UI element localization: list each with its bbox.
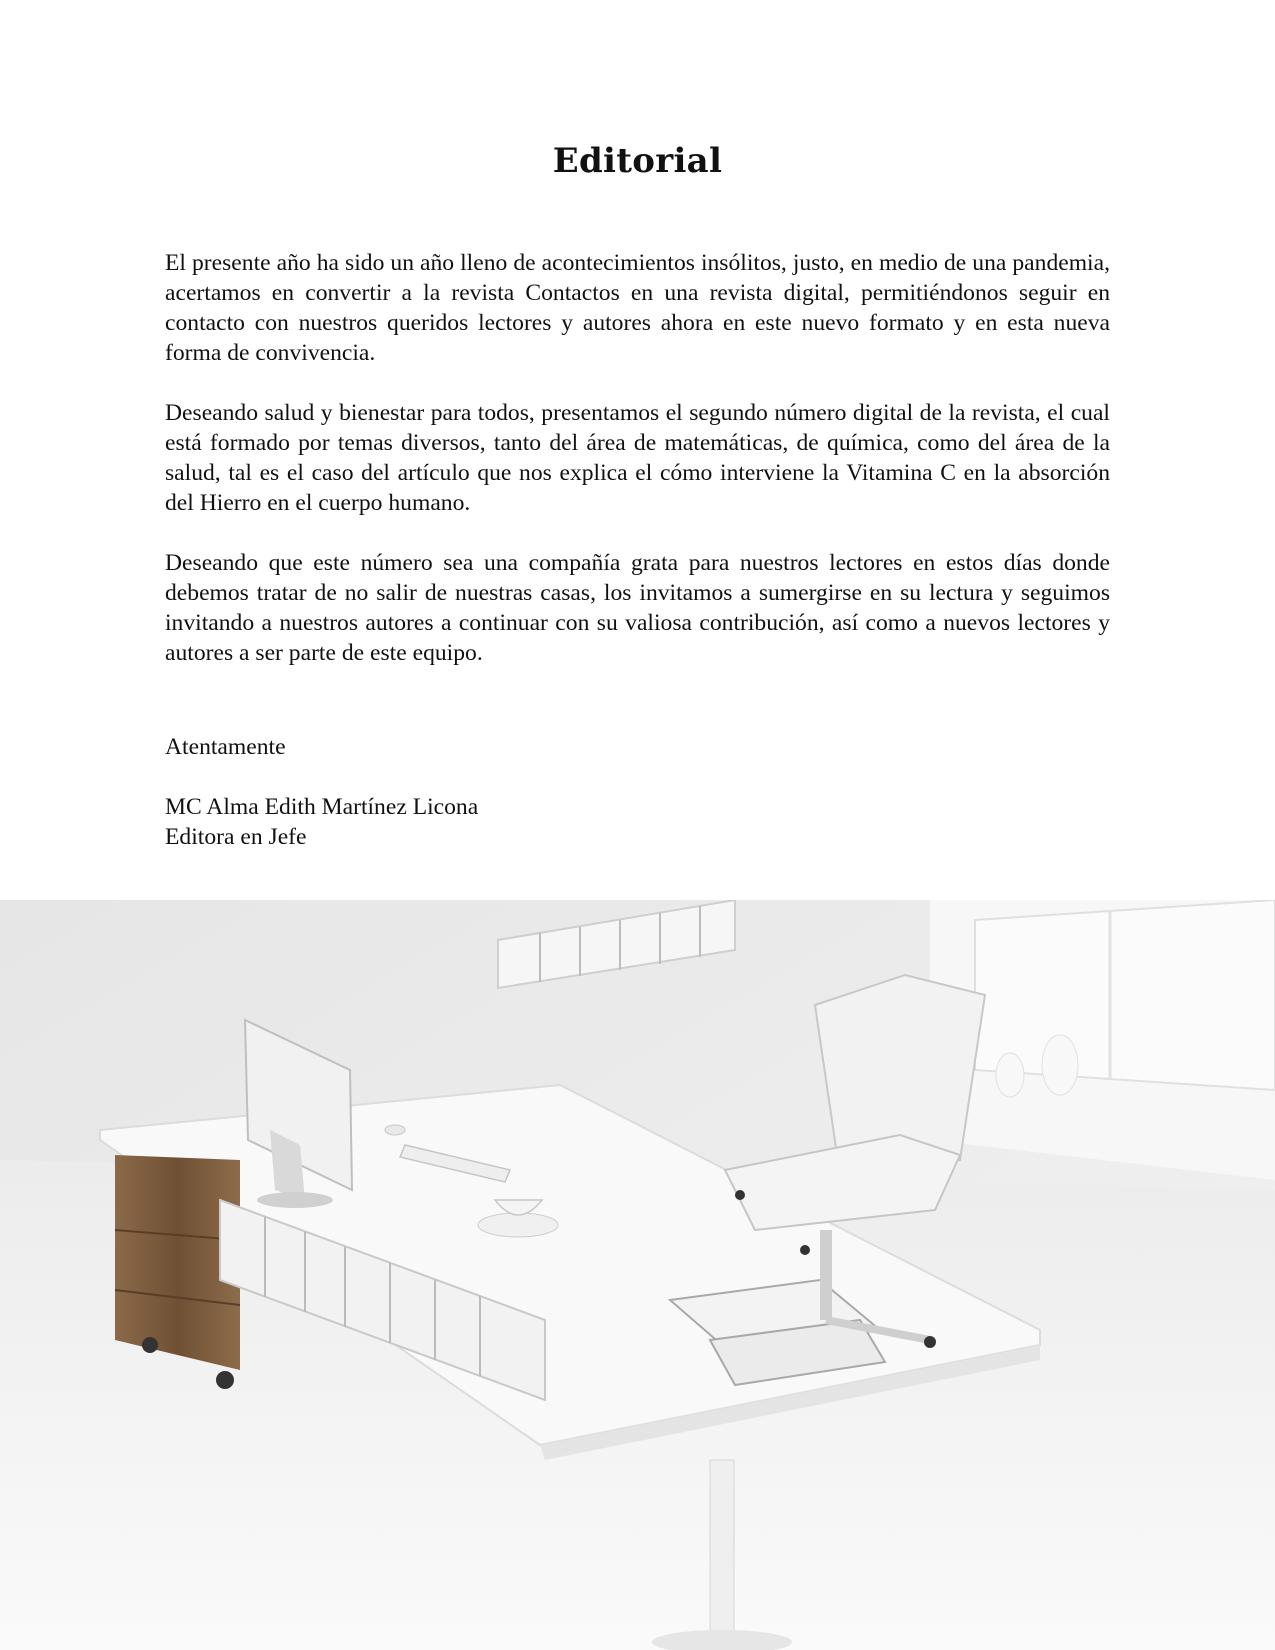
signature-name: MC Alma Edith Martínez Licona (165, 794, 479, 820)
page-title: Editorial (552, 140, 723, 181)
vase (996, 1053, 1024, 1097)
signature-block (165, 792, 478, 852)
wheel (216, 1371, 234, 1389)
vase (1042, 1035, 1078, 1095)
office-photo (0, 900, 1275, 1650)
signature-role: Editora en Jefe (165, 824, 307, 850)
mouse (385, 1125, 405, 1135)
wheel (142, 1337, 158, 1353)
paragraph: Deseando salud y bienestar para todos, presentamos el segundo número digital de la revista, el cual está formado por temas diversos, tanto del área de matemáticas, de química, como del área de la salud, tal es el caso del artículo que nos explica el cómo interviene la Vitamina C en la absorción del Hierro en el cuerpo humano. (165, 400, 1110, 516)
desk-leg (710, 1460, 734, 1650)
saucer (478, 1213, 558, 1237)
editorial-body (165, 248, 1110, 698)
closing: Atentamente (165, 734, 286, 760)
paragraph: Deseando que este número sea una compañía grata para nuestros lectores en estos días donde debemos tratar de no salir de nuestras casas, los invitamos a sumergirse en su lectura y seguimos invitando a nuestros autores a continuar con su valiosa contribución, así como a nuevos lectores y autores a ser parte de este equipo. (165, 550, 1110, 666)
chair-post (820, 1230, 832, 1320)
paragraph: El presente año ha sido un año lleno de acontecimientos insólitos, justo, en medio de una pandemia, acertamos en convertir a la revista Contactos en una revista digital, permitiéndonos seguir en contacto con nuestros queridos lectores y autores ahora en este nuevo formato y en esta nueva forma de convivencia. (165, 250, 1110, 366)
